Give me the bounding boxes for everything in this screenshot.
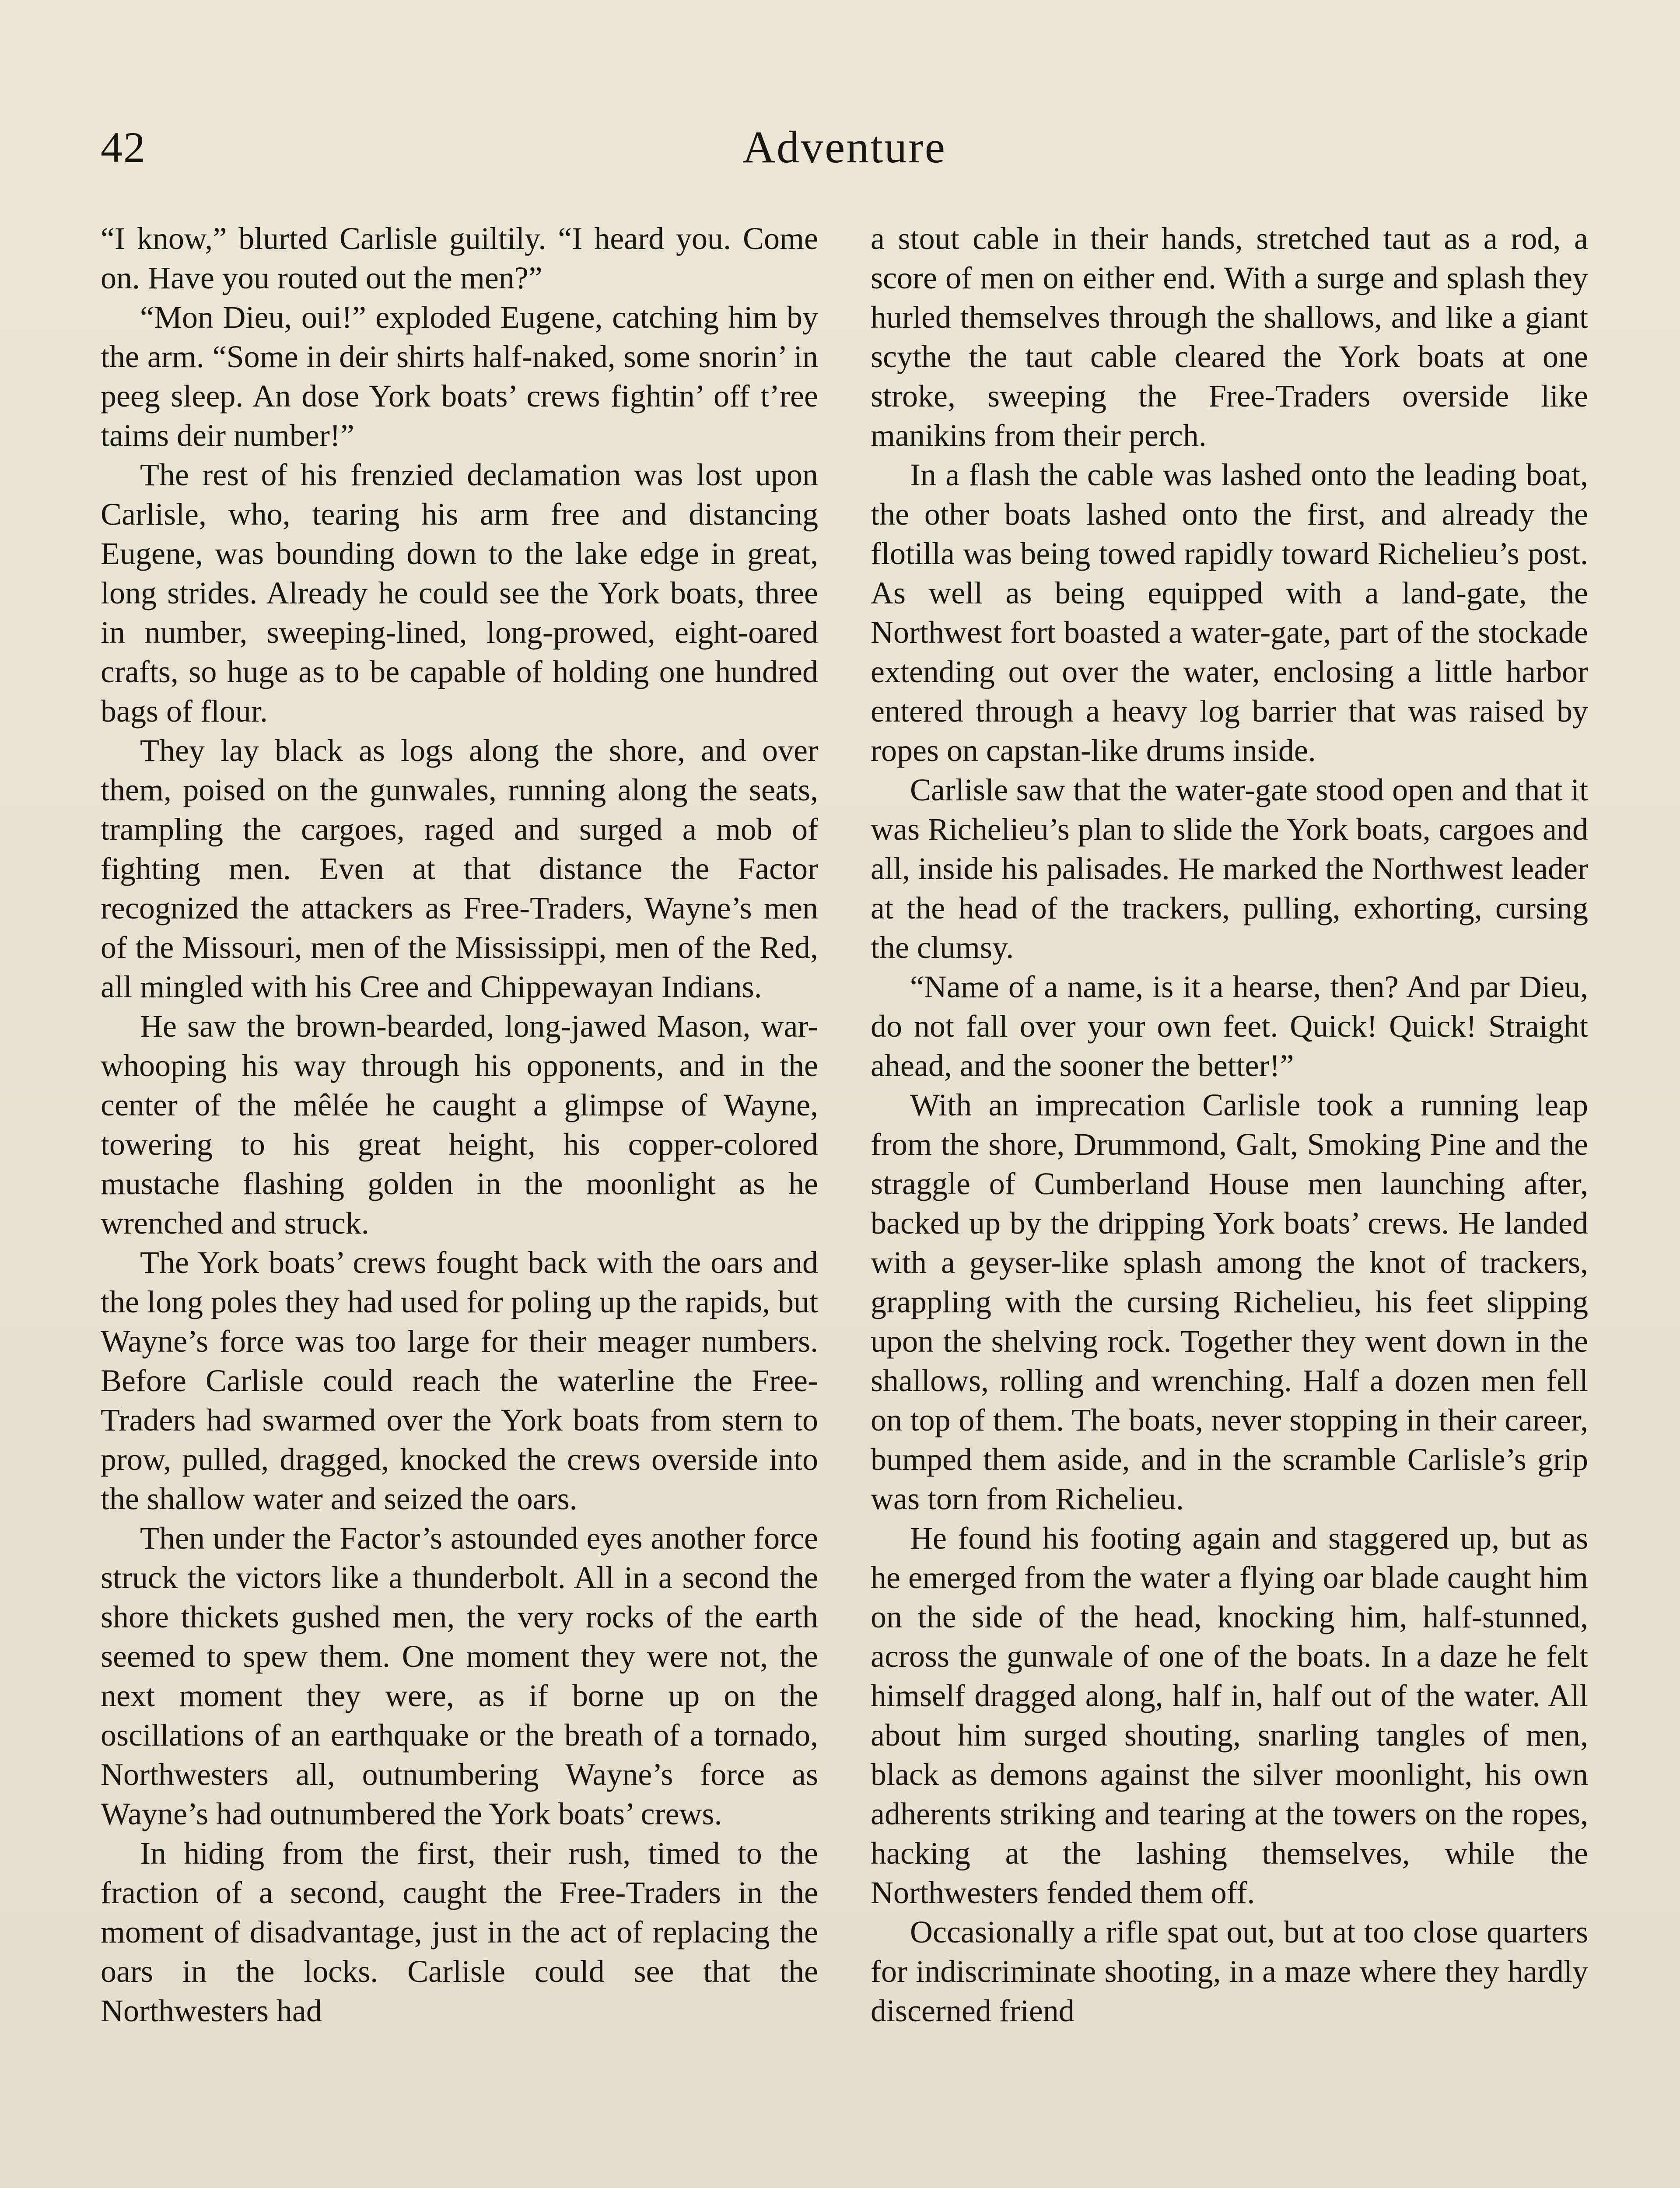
left-column (101, 219, 818, 2188)
paragraph: He found his footing again and staggered up, but as he emerged from the water a flying oar blade caught him on the side of the head, knocking him, half-stunned, across the gunwale of one of the boats. In a daze he felt himself dragged along, half in, half out of the water. All about him surged shouting, snarling tangles of men, black as demons against the silver moonlight, his own adherents striking and tearing at the towers on the ropes, hacking at the lashing themselves, while the Northwesters fended them off. (871, 1521, 1588, 1910)
paragraph: In a flash the cable was lashed onto the leading boat, the other boats lashed onto the first, and already the flotilla was being towed rapidly toward Richelieu’s post. As well as being equipped with a land-gate, the Northwest fort boasted a water-gate, part of the stockade extending out over the water, enclosing a little harbor entered through a heavy log barrier that was raised by ropes on capstan-like drums inside. (871, 457, 1588, 768)
paragraph: “I know,” blurted Carlisle guiltily. “I heard you. Come on. Have you routed out the men?” (101, 221, 818, 295)
text-columns (101, 219, 1588, 2188)
paragraph: a stout cable in their hands, stretched taut as a rod, a score of men on either end. With a surge and splash they hurled themselves through the shallows, and like a giant scythe the taut cable cleared the York boats at one stroke, sweeping the Free-Traders overside like manikins from their perch. (871, 221, 1588, 453)
page-number: 42 (101, 123, 146, 172)
paragraph: Occasionally a rifle spat out, but at too close quarters for indiscriminate shooting, in a maze where they hardly discerned friend (871, 1914, 1588, 2028)
paragraph: Carlisle saw that the water-gate stood open and that it was Richelieu’s plan to slide the York boats, cargoes and all, inside his palisades. He marked the Northwest leader at the head of the trackers, pulling, exhorting, cursing the clumsy. (871, 772, 1588, 965)
paragraph: “Mon Dieu, oui!” exploded Eugene, catching him by the arm. “Some in deir shirts half-naked, some snorin’ in peeg sleep. An dose York boats’ crews fightin’ off t’ree taims deir number!” (101, 300, 818, 453)
paragraph: The York boats’ crews fought back with the oars and the long poles they had used for poling up the rapids, but Wayne’s force was too large for their meager numbers. Before Carlisle could reach the waterline the Free-Traders had swarmed over the York boats from stern to prow, pulled, dragged, knocked the crews overside into the shallow water and seized the oars. (101, 1245, 818, 1516)
paragraph: He saw the brown-bearded, long-jawed Mason, war-whooping his way through his opponents, and in the center of the mêlée he caught a glimpse of Wayne, towering to his great height, his copper-colored mustache flashing golden in the moonlight as he wrenched and struck. (101, 1009, 818, 1241)
paragraph: They lay black as logs along the shore, and over them, poised on the gunwales, running along the seats, trampling the cargoes, raged and surged a mob of fighting men. Even at that distance the Factor recognized the attackers as Free-Traders, Wayne’s men of the Missouri, men of the Mississippi, men of the Red, all mingled with his Cree and Chippewayan Indians. (101, 733, 818, 1004)
paragraph: With an imprecation Carlisle took a running leap from the shore, Drummond, Galt, Smoking Pine and the straggle of Cumberland House men launching after, backed up by the dripping York boats’ crews. He landed with a geyser-like splash among the knot of trackers, grappling with the cursing Richelieu, his feet slipping upon the shelving rock. Together they went down in the shallows, rolling and wrenching. Half a dozen men fell on top of them. The boats, never stopping in their career, bumped them aside, and in the scramble Carlisle’s grip was torn from Richelieu. (871, 1087, 1588, 1516)
paragraph: The rest of his frenzied declamation was lost upon Carlisle, who, tearing his arm free and distancing Eugene, was bounding down to the lake edge in great, long strides. Already he could see the York boats, three in number, sweeping-lined, long-prowed, eight-oared crafts, so huge as to be capable of holding one hundred bags of flour. (101, 457, 818, 729)
paragraph: Then under the Factor’s astounded eyes another force struck the victors like a thunderbolt. All in a second the shore thickets gushed men, the very rocks of the earth seemed to spew them. One moment they were not, the next moment they were, as if borne up on the oscillations of an earthquake or the breath of a tornado, Northwesters all, outnumbering Wayne’s force as Wayne’s had outnumbered the York boats’ crews. (101, 1521, 818, 1831)
right-column (871, 219, 1588, 2188)
page-header (101, 119, 1588, 189)
running-title: Adventure (742, 122, 946, 172)
paragraph: In hiding from the first, their rush, timed to the fraction of a second, caught the Free-Traders in the moment of disadvantage, just in the act of replacing the oars in the locks. Carlisle could see that the Northwesters had (101, 1836, 818, 2028)
paragraph: “Name of a name, is it a hearse, then? And par Dieu, do not fall over your own feet. Quick! Quick! Straight ahead, and the sooner the better!” (871, 969, 1588, 1083)
